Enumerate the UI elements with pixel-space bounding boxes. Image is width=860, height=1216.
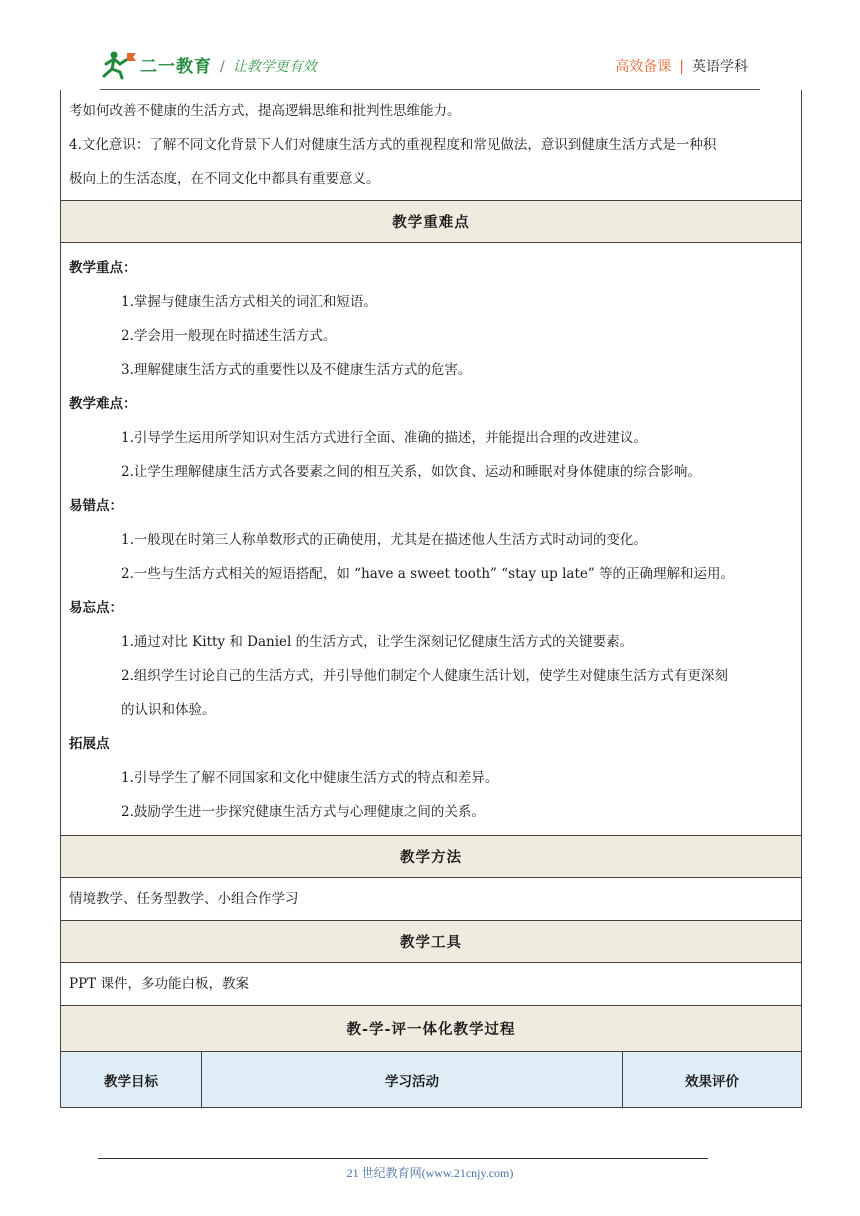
slogan: / 让教学更有效 [220, 59, 317, 75]
list-item: 2.一些与生活方式相关的短语搭配，如 “have a sweet tooth” “stay up late” 等的正确理解和运用。 [121, 566, 735, 582]
lesson-plan-table [60, 90, 802, 1108]
column-header-evaluation: 效果评价 [685, 1073, 739, 1090]
tools-cell: PPT 课件，多功能白板，教案 [61, 962, 801, 1005]
list-item: 2.组织学生讨论自己的生活方式，并引导他们制定个人健康生活计划，使学生对健康生活方式有更深刻 [121, 668, 728, 684]
header-right [615, 56, 748, 76]
page-header [100, 44, 760, 90]
header-subject: 英语学科 [692, 59, 748, 75]
footer-rule [98, 1158, 708, 1159]
text-line: 考如何改善不健康的生活方式，提高逻辑思维和批判性思维能力。 [69, 103, 461, 119]
section-heading-methods: 教学方法 [61, 835, 801, 877]
section-heading-process: 教-学-评一体化教学过程 [61, 1005, 801, 1051]
objectives-continued-cell [61, 90, 801, 200]
list-item: 1.一般现在时第三人称单数形式的正确使用，尤其是在描述他人生活方式时动词的变化。 [121, 532, 647, 548]
list-item: 1.通过对比 Kitty 和 Daniel 的生活方式，让学生深刻记忆健康生活方式的关键要素。 [121, 634, 634, 650]
column-header-activities: 学习活动 [202, 1052, 623, 1107]
text-line: 4.文化意识：了解不同文化背景下人们对健康生活方式的重视程度和常见做法，意识到健康生活方式是一种积 [69, 137, 717, 153]
list-item: 2.学会用一般现在时描述生活方式。 [121, 328, 337, 344]
key-difficult-cell [61, 242, 801, 835]
list-item: 1.引导学生运用所学知识对生活方式进行全面、准确的描述，并能提出合理的改进建议。 [121, 430, 647, 446]
process-table-header [61, 1051, 801, 1107]
header-tag: 高效备课 [615, 59, 672, 75]
list-item: 2.让学生理解健康生活方式各要素之间的相互关系，如饮食、运动和睡眠对身体健康的综合影响。 [121, 464, 701, 480]
difficult-points-label: 教学难点： [69, 396, 137, 412]
list-item-continuation: 的认识和体验。 [121, 702, 216, 718]
section-heading-tools: 教学工具 [61, 920, 801, 962]
list-item: 2.鼓励学生进一步探究健康生活方式与心理健康之间的关系。 [121, 804, 485, 820]
footer-text: 21 世纪教育网(www.21cnjy.com) [346, 1166, 514, 1180]
header-separator: | [679, 59, 684, 75]
extension-points-label: 拓展点 [69, 736, 110, 752]
error-points-label: 易错点： [69, 498, 123, 514]
list-item: 1.掌握与健康生活方式相关的词汇和短语。 [121, 294, 377, 310]
methods-cell: 情境教学、任务型教学、小组合作学习 [61, 877, 801, 920]
column-header-objectives: 教学目标 [61, 1052, 202, 1107]
brand-name: 二一教育 [140, 57, 212, 77]
list-item: 3.理解健康生活方式的重要性以及不健康生活方式的危害。 [121, 362, 472, 378]
forget-points-label: 易忘点： [69, 600, 123, 616]
list-item: 1.引导学生了解不同国家和文化中健康生活方式的特点和差异。 [121, 770, 499, 786]
key-points-label: 教学重点： [69, 260, 137, 276]
text-line: 极向上的生活态度，在不同文化中都具有重要意义。 [69, 171, 380, 187]
section-heading-key-difficult: 教学重难点 [61, 200, 801, 242]
slogan-text: 让教学更有效 [232, 59, 317, 75]
